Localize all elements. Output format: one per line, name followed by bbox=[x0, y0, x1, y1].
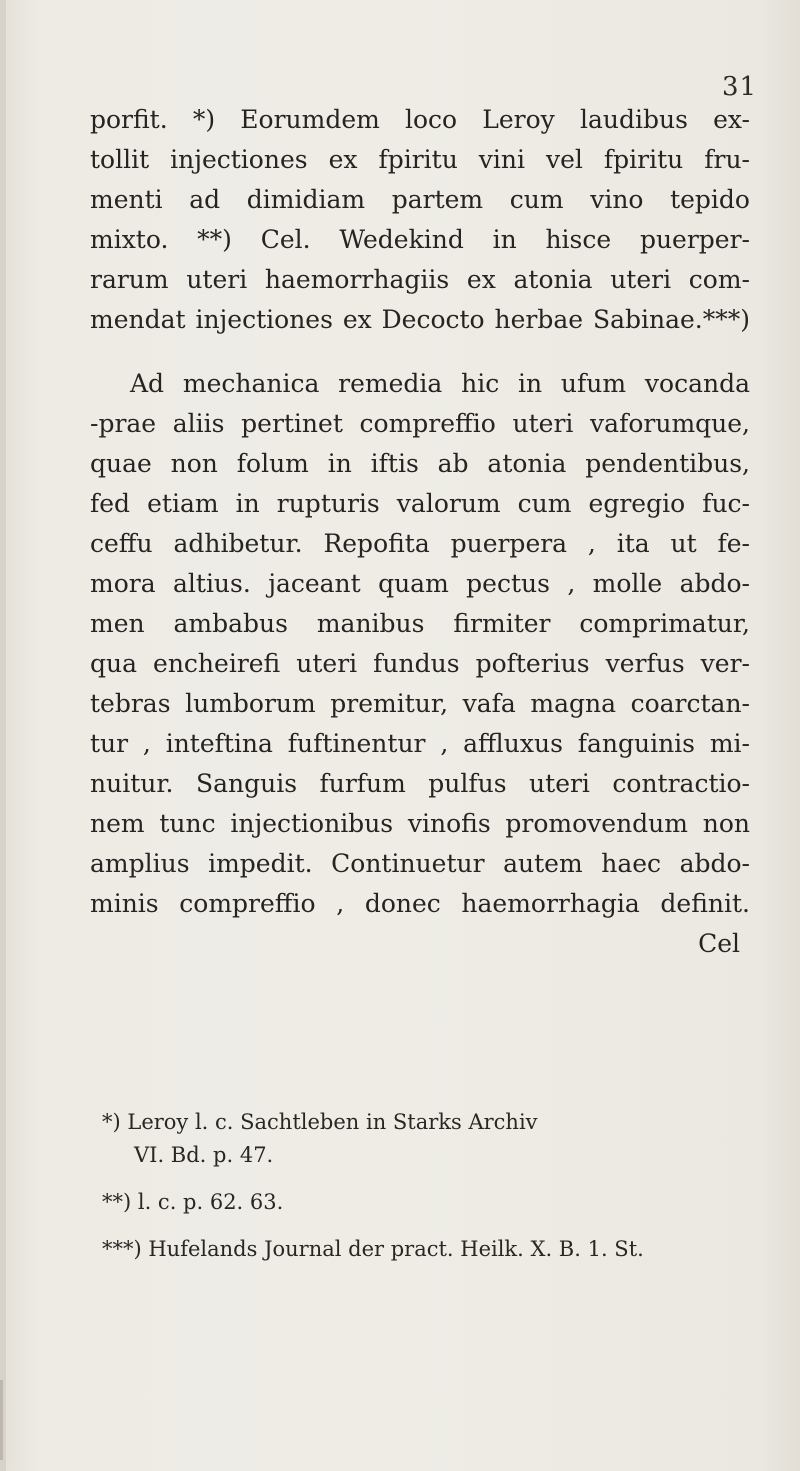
text-line: mixto. **) Cel. Wedekind in hisce puerper- bbox=[90, 225, 750, 254]
paragraph-gap bbox=[90, 340, 750, 364]
text-line: minis compreffio , donec haemorrhagia definit. bbox=[90, 889, 750, 918]
text-line: Ad mechanica remedia hic in ufum vocanda bbox=[130, 369, 750, 398]
text-line: nuitur. Sanguis furfum pulfus uteri contractio- bbox=[90, 769, 750, 798]
text-line: quae non folum in iftis ab atonia pendentibus, bbox=[90, 449, 750, 478]
catchword: Cel bbox=[698, 929, 740, 958]
text-line: amplius impedit. Continuetur autem haec abdo- bbox=[90, 849, 750, 878]
text-line: menti ad dimidiam partem cum vino tepido bbox=[90, 185, 750, 214]
text-line: fed etiam in rupturis valorum cum egregio fuc- bbox=[90, 489, 750, 518]
text-line: men ambabus manibus firmiter comprimatur, bbox=[90, 609, 750, 638]
text-line: mendat injectiones ex Decocto herbae Sabinae.***) bbox=[90, 305, 750, 334]
footnote-1: *) Leroy l. c. Sachtleben in Starks Archiv bbox=[102, 1110, 538, 1134]
text-line: qua encheirefi uteri fundus pofterius verfus ver- bbox=[90, 649, 750, 678]
text-line: tebras lumborum premitur, vafa magna coarctan- bbox=[90, 689, 750, 718]
text-line: rarum uteri haemorrhagiis ex atonia uteri com- bbox=[90, 265, 750, 294]
footnote-gap bbox=[102, 1219, 722, 1233]
footnotes bbox=[102, 1106, 722, 1266]
footnote-1-continued: VI. Bd. p. 47. bbox=[134, 1143, 274, 1167]
text-line: tollit injectiones ex fpiritu vini vel fpiritu fru- bbox=[90, 145, 750, 174]
footnote-3: ***) Hufelands Journal der pract. Heilk. X. B. 1. St. bbox=[102, 1237, 644, 1261]
text-line: -prae aliis pertinet compreffio uteri vaforumque, bbox=[90, 409, 750, 438]
text-line: mora altius. jaceant quam pectus , molle abdo- bbox=[90, 569, 750, 598]
binding-mark bbox=[0, 1380, 3, 1460]
footnote-2: **) l. c. p. 62. 63. bbox=[102, 1190, 284, 1214]
text-line: porfit. *) Eorumdem loco Leroy laudibus ex- bbox=[90, 105, 750, 134]
text-line: ceffu adhibetur. Repofita puerpera , ita ut fe- bbox=[90, 529, 750, 558]
page-number: 31 bbox=[722, 72, 758, 102]
text-line: tur , inteftina fuftinentur , affluxus fanguinis mi- bbox=[90, 729, 750, 758]
footnote-gap bbox=[102, 1172, 722, 1186]
main-text bbox=[90, 100, 750, 964]
page-edge-shadow bbox=[0, 0, 6, 1471]
text-line: nem tunc injectionibus vinofis promovendum non bbox=[90, 809, 750, 838]
